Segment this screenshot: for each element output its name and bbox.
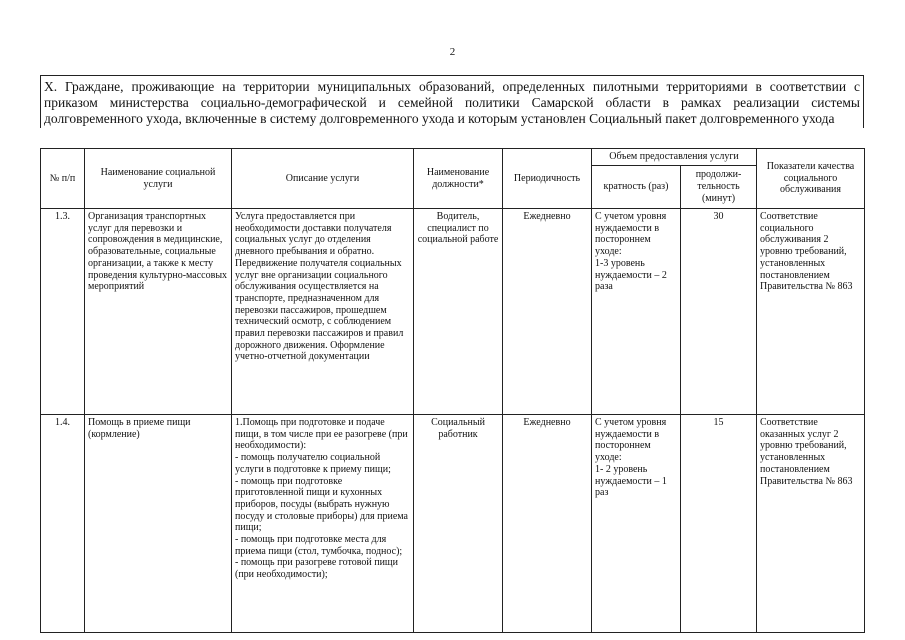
header-service-name: Наименование социальной услуги <box>85 149 232 209</box>
cell-num: 1.3. <box>41 209 85 415</box>
cell-duration: 30 <box>681 209 757 415</box>
cell-frequency: С учетом уровня нуждаемости в постороннем уходе: 1-3 уровень нуждаемости – 2 раза <box>592 209 681 415</box>
header-position: Наименование должности* <box>414 149 503 209</box>
header-row-1 <box>41 149 865 166</box>
table-row <box>41 415 865 633</box>
header-periodicity: Периодичность <box>503 149 592 209</box>
cell-description: Услуга предоставляется при необходимости доставки получателя социальных услуг до отделения дневного пребывания и обратно. Передвижение получателя социальных услуг вне организации социального обслуживания осуществляется на транспорте, предназначенном для перевозки пассажиров, прошедшем технический осмотр, с соблюдением правил перевозки пассажиров и правил дорожного движения. Оформление учетно-отчетной документации <box>232 209 414 415</box>
cell-num: 1.4. <box>41 415 85 633</box>
cell-periodicity: Ежедневно <box>503 209 592 415</box>
table-row <box>41 209 865 415</box>
cell-duration: 15 <box>681 415 757 633</box>
cell-position: Водитель, специалист по социальной работе <box>414 209 503 415</box>
cell-position: Социальный работник <box>414 415 503 633</box>
header-duration: продолжи-тельность (минут) <box>681 166 757 209</box>
services-table <box>40 148 865 633</box>
cell-periodicity: Ежедневно <box>503 415 592 633</box>
cell-service-name: Организация транспортных услуг для перевозки и сопровождения в медицинские, образовательные, социальные организации, а также к месту проведения культурно-массовых мероприятий <box>85 209 232 415</box>
cell-frequency: С учетом уровня нуждаемости в постороннем уходе: 1- 2 уровень нуждаемости – 1 раз <box>592 415 681 633</box>
section-title: X. Граждане, проживающие на территории муниципальных образований, определенных пилотными территориями в соответствии с приказом министерства социально-демографической и семейной политики Самарской области в рамках реализации системы долговременного ухода, включенные в систему долговременного ухода и которым установлен Социальный пакет долговременного ухода <box>40 75 864 128</box>
cell-quality: Соответствие оказанных услуг 2 уровню требований, установленных постановлением Правительства № 863 <box>757 415 865 633</box>
header-volume: Объем предоставления услуги <box>592 149 757 166</box>
cell-service-name: Помощь в приеме пищи (кормление) <box>85 415 232 633</box>
header-frequency: кратность (раз) <box>592 166 681 209</box>
cell-description: 1.Помощь при подготовке и подаче пищи, в том числе при ее разогреве (при необходимости): - помощь получателю социальной услуги в подготовке к приему пищи; - помощь при подготовке приготовленной пищи и кухонных приборов, посуды (выбрать нужную посуду и столовые приборы) для приема пищи; - помощь при подготовке места для приема пищи (стол, тумбочка, поднос); - помощь при разогреве готовой пищи (при необходимости); <box>232 415 414 633</box>
page-number: 2 <box>449 46 456 58</box>
cell-quality: Соответствие социального обслуживания 2 уровню требований, установленных постановлением Правительства № 863 <box>757 209 865 415</box>
header-num: № п/п <box>41 149 85 209</box>
header-quality: Показатели качества социального обслуживания <box>757 149 865 209</box>
header-description: Описание услуги <box>232 149 414 209</box>
